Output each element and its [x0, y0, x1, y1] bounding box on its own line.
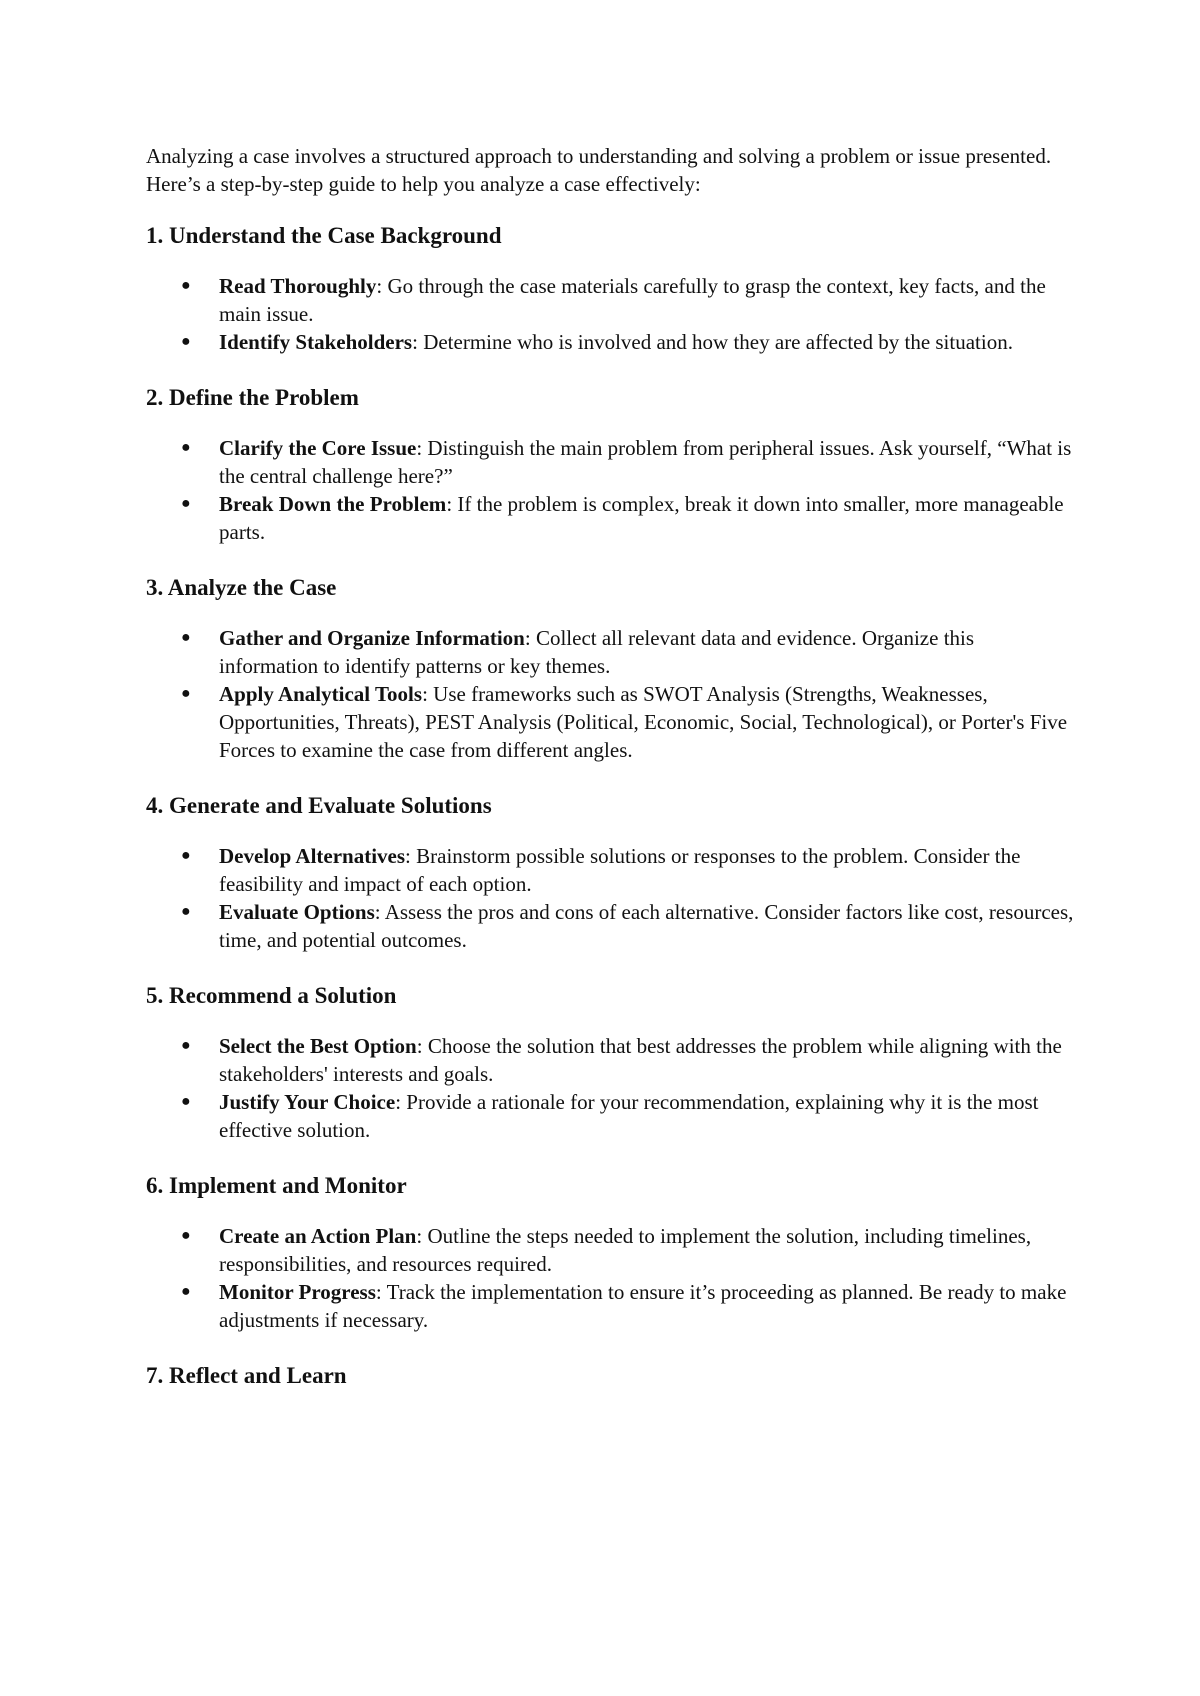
item-text: : Choose the solution that best addresses the problem while aligning with the stakeholders' interests and goals. [219, 1034, 1062, 1086]
list-item [146, 490, 1076, 546]
bullet-list [146, 624, 1076, 764]
item-text: : Go through the case materials carefully to grasp the context, key facts, and the main issue. [219, 274, 1046, 326]
list-item [146, 1088, 1076, 1144]
section-heading: 4. Generate and Evaluate Solutions [146, 793, 492, 818]
bullet-list [146, 1222, 1076, 1334]
list-item [146, 1278, 1076, 1334]
section-1 [146, 222, 1076, 356]
section-2 [146, 384, 1076, 546]
bullet-icon: ● [181, 903, 191, 920]
bullet-icon: ● [181, 847, 191, 864]
section-6 [146, 1172, 1076, 1334]
section-heading: 6. Implement and Monitor [146, 1173, 407, 1198]
section-heading: 2. Define the Problem [146, 385, 359, 410]
item-term: Justify Your Choice [219, 1090, 396, 1114]
bullet-icon: ● [181, 333, 191, 350]
bullet-icon: ● [181, 1283, 191, 1300]
bullet-icon: ● [181, 495, 191, 512]
bullet-icon: ● [181, 1227, 191, 1244]
item-term: Evaluate Options [219, 900, 375, 924]
bullet-list [146, 842, 1076, 954]
item-term: Gather and Organize Information [219, 626, 525, 650]
item-text: : Determine who is involved and how they are affected by the situation. [412, 330, 1013, 354]
item-text: : If the problem is complex, break it down into smaller, more manageable parts. [219, 492, 1064, 544]
bullet-list [146, 272, 1076, 356]
list-item [146, 842, 1076, 898]
section-5 [146, 982, 1076, 1144]
document-page [146, 142, 1076, 1412]
item-text: : Assess the pros and cons of each alternative. Consider factors like cost, resources, time, and potential outcomes. [219, 900, 1074, 952]
section-heading: 5. Recommend a Solution [146, 983, 397, 1008]
item-term: Identify Stakeholders [219, 330, 413, 354]
item-text: : Collect all relevant data and evidence. Organize this information to identify patterns or key themes. [219, 626, 975, 678]
list-item [146, 624, 1076, 680]
bullet-icon: ● [181, 277, 191, 294]
bullet-icon: ● [181, 439, 191, 456]
item-term: Develop Alternatives [219, 844, 406, 868]
bullet-list [146, 1032, 1076, 1144]
item-text: : Use frameworks such as SWOT Analysis (Strengths, Weaknesses, Opportunities, Threats), PEST Analysis (Political, Economic, Social, Technological), or Porter's Five Forces to examine the case from different angles. [219, 682, 1068, 762]
section-heading: 3. Analyze the Case [146, 575, 337, 600]
bullet-icon: ● [181, 629, 191, 646]
item-text: : Track the implementation to ensure it’s proceeding as planned. Be ready to make adjustments if necessary. [219, 1280, 1067, 1332]
item-text: : Provide a rationale for your recommendation, explaining why it is the most effective solution. [219, 1090, 1039, 1142]
item-text: : Brainstorm possible solutions or responses to the problem. Consider the feasibility and impact of each option. [219, 844, 1021, 896]
intro-paragraph: Analyzing a case involves a structured approach to understanding and solving a problem or issue presented. Here’s a step-by-step guide to help you analyze a case effectively: [146, 144, 1052, 196]
section-heading: 1. Understand the Case Background [146, 223, 502, 248]
bullet-icon: ● [181, 685, 191, 702]
item-term: Apply Analytical Tools [219, 682, 423, 706]
list-item [146, 272, 1076, 328]
item-term: Select the Best Option [219, 1034, 417, 1058]
list-item [146, 434, 1076, 490]
item-term: Break Down the Problem [219, 492, 447, 516]
section-4 [146, 792, 1076, 954]
list-item [146, 1222, 1076, 1278]
list-item [146, 1032, 1076, 1088]
item-term: Create an Action Plan [219, 1224, 417, 1248]
list-item [146, 898, 1076, 954]
list-item [146, 680, 1076, 764]
bullet-list [146, 434, 1076, 546]
section-3 [146, 574, 1076, 764]
item-text: : Distinguish the main problem from peripheral issues. Ask yourself, “What is the central challenge here?” [219, 436, 1072, 488]
section-heading: 7. Reflect and Learn [146, 1363, 347, 1388]
item-term: Read Thoroughly [219, 274, 377, 298]
item-term: Monitor Progress [219, 1280, 376, 1304]
section-7 [146, 1362, 1076, 1390]
bullet-icon: ● [181, 1093, 191, 1110]
item-term: Clarify the Core Issue [219, 436, 417, 460]
list-item [146, 328, 1076, 356]
bullet-icon: ● [181, 1037, 191, 1054]
item-text: : Outline the steps needed to implement the solution, including timelines, responsibilities, and resources required. [219, 1224, 1032, 1276]
